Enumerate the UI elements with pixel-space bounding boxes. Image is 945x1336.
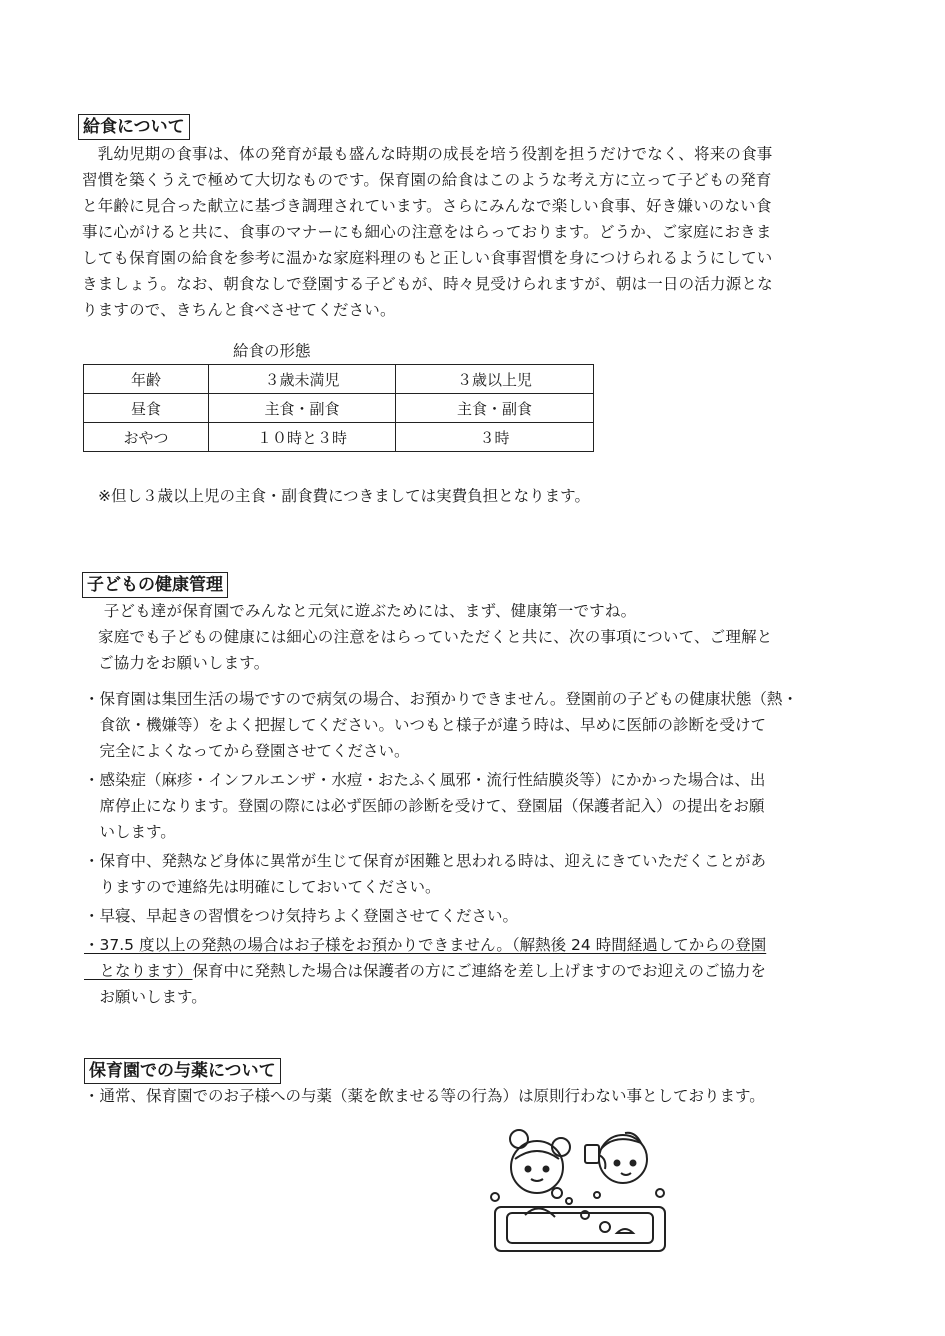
health-intro [88,598,772,676]
table-cell: ３歳未満児 [209,365,396,394]
medicine-heading: 保育園での与薬について [84,1058,281,1084]
table-caption: 給食の形態 [233,342,311,360]
health-bullets [84,686,798,1010]
table-row [84,423,594,452]
fever-notice-text: 保育中に発熱した場合は保護者の方にご連絡を差し上げますのでお迎えのご協力を [192,962,767,980]
table-cell: おやつ [84,423,209,452]
bullet-line: 席停止になります。登園の際には必ず医師の診断を受けて、登園届（保護者記入）の提出をお願 [84,797,765,815]
table-row [84,394,594,423]
cost-note: ※但し３歳以上児の主食・副食費につきましては実費負担となります。 [98,487,590,505]
lunch-line: きましょう。なお、朝食なしで登園する子どもが、時々見受けられますが、朝は一日の活力源とな [82,275,773,293]
lunch-line: しても保育園の給食を参考に温かな家庭料理のもと正しい食事習慣を身につけられるようにしてい [82,249,773,267]
table-cell: 主食・副食 [209,394,396,423]
bullet-line: お願いします。 [84,988,207,1006]
health-intro-line: 子ども達が保育園でみんなと元気に遊ぶためには、まず、健康第一ですね。 [88,602,637,620]
bullet-line: いします。 [84,823,176,841]
health-heading: 子どもの健康管理 [82,572,228,598]
table-cell: ３時 [396,423,594,452]
bullet-line: 完全によくなってから登園させてください。 [84,742,410,760]
table-cell: ３歳以上児 [396,365,594,394]
meal-table [83,364,594,452]
bullet-line: ・感染症（麻疹・インフルエンザ・水痘・おたふく風邪・流行性結膜炎等）にかかった場合は、出 [84,771,766,789]
lunch-line: 事に心がけると共に、食事のマナーにも細心の注意をはらっております。どうか、ご家庭におきま [82,223,772,241]
bullet-line: りますので連絡先は明確にしておいてください。 [84,878,441,896]
health-intro-line: 家庭でも子どもの健康には細心の注意をはらっていただくと共に、次の事項について、ご理解と [98,628,773,646]
lunch-line: と年齢に見合った献立に基づき調理されています。さらにみんなで楽しい食事、好き嫌いのない食 [82,197,772,215]
children-washing-hands-illustration [485,1125,675,1259]
bullet-line: ・保育中、発熱など身体に異常が生じて保育が困難と思われる時は、迎えにきていただくことがあ [84,852,767,870]
table-cell: １０時と３時 [209,423,396,452]
bullet-line [84,958,798,984]
lunch-line: 乳幼児期の食事は、体の発育が最も盛んな時期の成長を培う役割を担うだけでなく、将来の食事 [82,145,773,163]
fever-notice-underlined: となります） [84,962,193,980]
lunch-line: 習慣を築くうえで極めて大切なものです。保育園の給食はこのような考え方に立って子どもの発育 [82,171,772,189]
bullet-line: ・保育園は集団生活の場ですので病気の場合、お預かりできません。登園前の子どもの健康状態（熱・ [84,690,798,708]
bullet-line [84,932,798,958]
table-cell: 昼食 [84,394,209,423]
health-intro-line: ご協力をお願いします。 [98,654,270,672]
bullet-line: ・早寝、早起きの習慣をつけ気持ちよく登園させてください。 [84,907,519,925]
table-row [84,365,594,394]
table-cell: 年齢 [84,365,209,394]
table-cell: 主食・副食 [396,394,594,423]
medicine-text: ・通常、保育園でのお子様への与薬（薬を飲ませる等の行為）は原則行わない事としております。 [84,1087,765,1105]
lunch-heading: 給食について [78,114,190,140]
bullet-line: 食欲・機嫌等）をよく把握してください。いつもと様子が違う時は、早めに医師の診断を受けて [84,716,767,734]
fever-notice-underlined: ・37.5 度以上の発熱の場合はお子様をお預かりできません。（解熱後 24 時間経過してからの登園 [84,936,767,954]
lunch-line: りますので、きちんと食べさせてください。 [82,301,396,319]
lunch-paragraph [82,141,773,323]
